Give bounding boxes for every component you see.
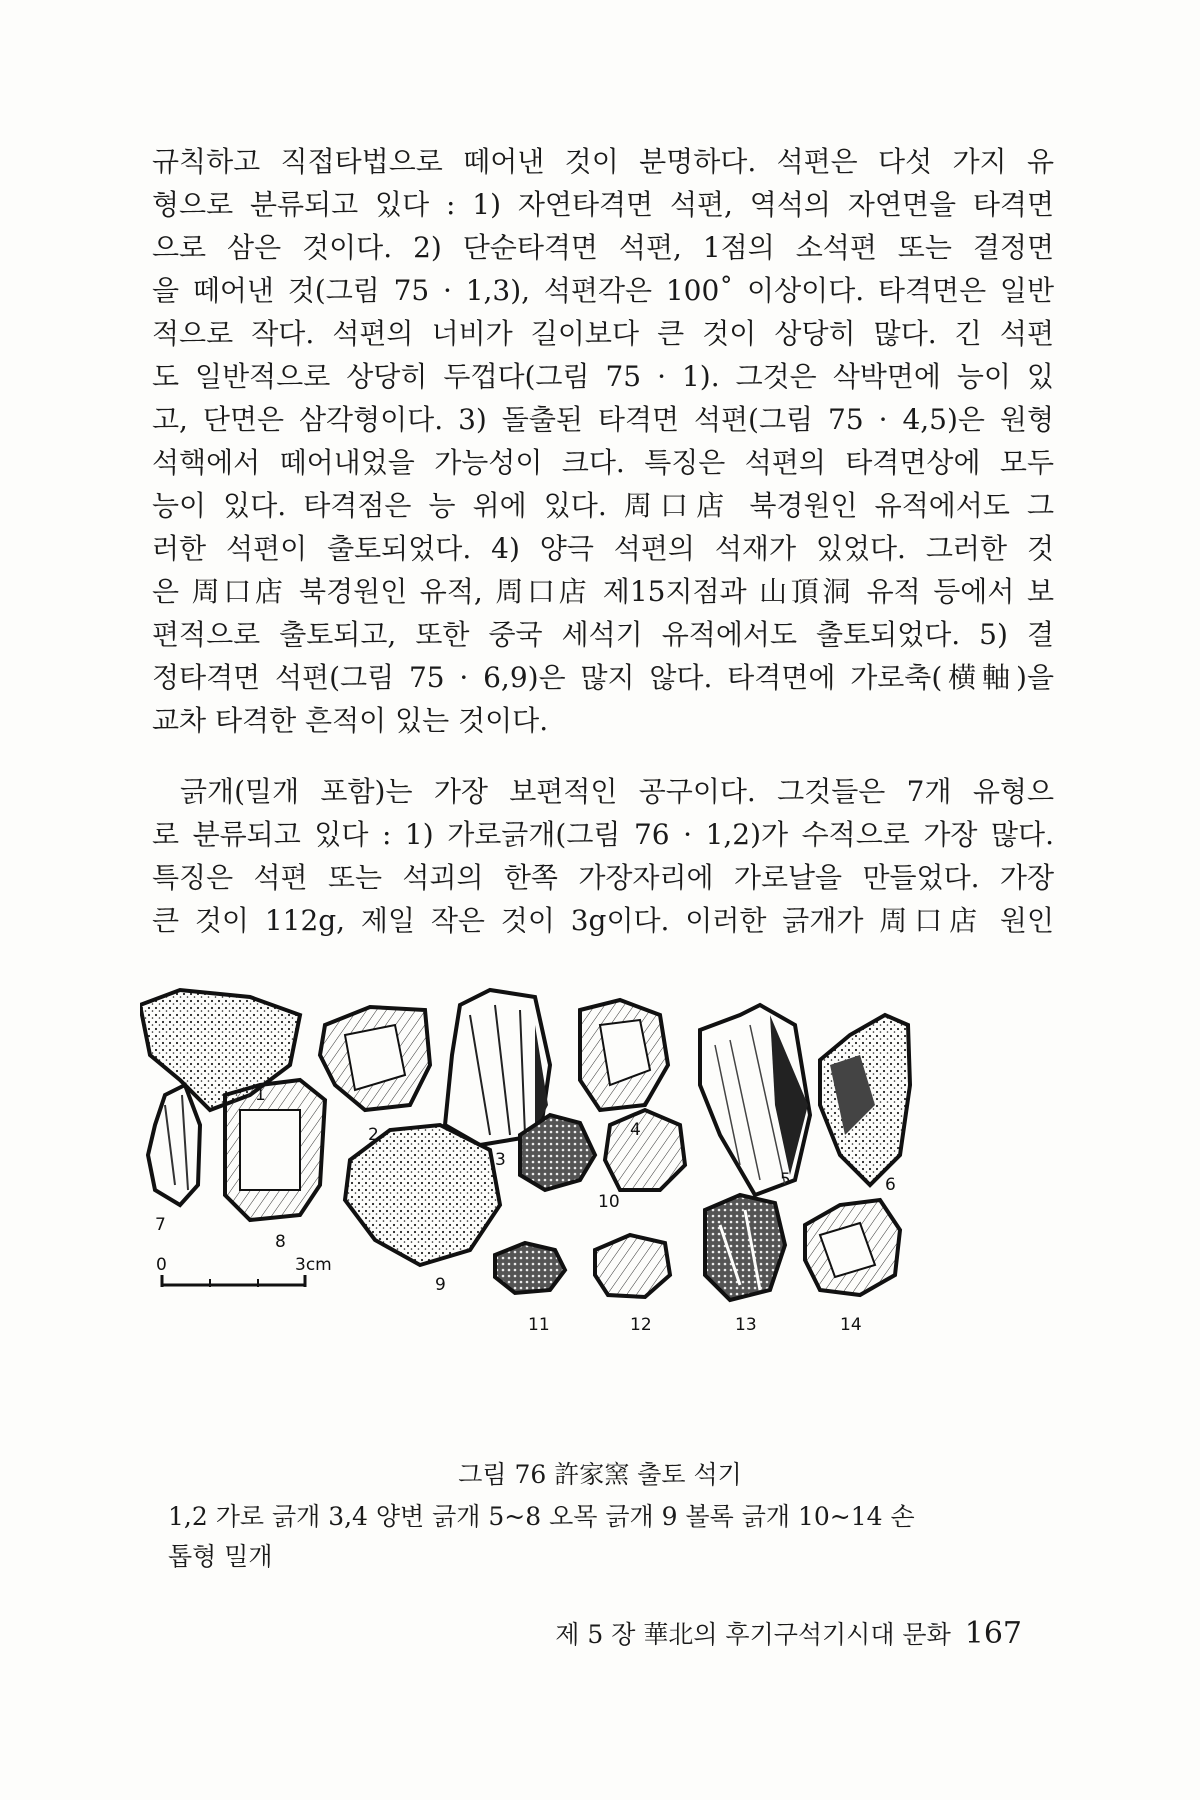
artifact-12 bbox=[595, 1235, 670, 1335]
text-line: 교차 타격한 흔적이 있는 것이다. bbox=[152, 704, 549, 737]
artifact-10 bbox=[520, 1110, 685, 1212]
body-paragraph-2 bbox=[152, 770, 1054, 942]
artifact-13 bbox=[705, 1195, 785, 1335]
figure-label-9: 9 bbox=[435, 1275, 446, 1295]
figure-label-14: 14 bbox=[840, 1315, 862, 1335]
body-paragraph-1 bbox=[152, 140, 1054, 742]
text-line: 을 떼어낸 것(그림 75 · 1,3), 석편각은 100˚ 이상이다. 타격면은 일반 bbox=[152, 274, 1054, 307]
text-line: 석핵에서 떼어내었을 가능성이 크다. 특징은 석편의 타격면상에 모두 bbox=[152, 446, 1054, 479]
artifact-14 bbox=[805, 1200, 900, 1335]
stone-tools-illustration bbox=[140, 985, 1060, 1445]
figure-caption-body bbox=[168, 1497, 1048, 1577]
page-number: 167 bbox=[964, 1616, 1022, 1651]
artifact-11 bbox=[495, 1243, 565, 1335]
text-line: 긁개(밀개 포함)는 가장 보편적인 공구이다. 그것들은 7개 유형으 bbox=[180, 775, 1054, 808]
text-line: 규칙하고 직접타법으로 떼어낸 것이 분명하다. 석편은 다섯 가지 유 bbox=[152, 145, 1054, 178]
text-line: 큰 것이 112g, 제일 작은 것이 3g이다. 이러한 긁개가 周口店 원인 bbox=[152, 904, 1054, 937]
text-line: 고, 단면은 삼각형이다. 3) 돌출된 타격면 석편(그림 75 · 4,5)은 원형 bbox=[152, 403, 1054, 436]
figure-label-13: 13 bbox=[735, 1315, 757, 1335]
caption-line-2: 톱형 밀개 bbox=[168, 1542, 273, 1571]
figure-label-11: 11 bbox=[528, 1315, 550, 1335]
text-line: 정타격면 석편(그림 75 · 6,9)은 많지 않다. 타격면에 가로축(横軸)을 bbox=[152, 661, 1054, 694]
text-line: 형으로 분류되고 있다 : 1) 자연타격면 석편, 역석의 자연면을 타격면 bbox=[152, 188, 1054, 221]
figure-caption-title: 그림 76 許家窯 출토 석기 bbox=[458, 1460, 742, 1489]
text-line: 으로 삼은 것이다. 2) 단순타격면 석편, 1점의 소석편 또는 결정면 bbox=[152, 231, 1054, 264]
text-line: 편적으로 출토되고, 또한 중국 세석기 유적에서도 출토되었다. 5) 결 bbox=[152, 618, 1054, 651]
artifact-8 bbox=[225, 1080, 325, 1252]
chapter-title: 제 5 장 華北의 후기구석기시대 문화 bbox=[555, 1620, 951, 1649]
artifact-2 bbox=[320, 1007, 430, 1145]
text-line: 도 일반적으로 상당히 두껍다(그림 75 · 1). 그것은 삭박면에 능이 있 bbox=[152, 360, 1054, 393]
figure-label-7: 7 bbox=[155, 1215, 166, 1235]
artifact-7 bbox=[148, 1085, 200, 1235]
artifact-9 bbox=[345, 1125, 500, 1295]
scale-zero-label: 0 bbox=[156, 1255, 167, 1275]
text-line: 은 周口店 북경원인 유적, 周口店 제15지점과 山頂洞 유적 등에서 보 bbox=[152, 575, 1054, 608]
figure-label-10: 10 bbox=[598, 1192, 620, 1212]
caption-line-1: 1,2 가로 긁개 3,4 양변 긁개 5~8 오목 긁개 9 볼록 긁개 10~14 손 bbox=[168, 1502, 915, 1531]
figure-label-3: 3 bbox=[495, 1150, 506, 1170]
scale-bar bbox=[156, 1255, 332, 1287]
text-line: 적으로 작다. 석편의 너비가 길이보다 큰 것이 상당히 많다. 긴 석편 bbox=[152, 317, 1054, 350]
artifact-5 bbox=[700, 1005, 810, 1195]
scale-max-label: 3cm bbox=[295, 1255, 332, 1275]
text-line: 특징은 석편 또는 석괴의 한쪽 가장자리에 가로날을 만들었다. 가장 bbox=[152, 861, 1054, 894]
text-line: 능이 있다. 타격점은 능 위에 있다. 周口店 북경원인 유적에서도 그 bbox=[152, 489, 1054, 522]
figure-label-8: 8 bbox=[275, 1232, 286, 1252]
stone-tools-figure bbox=[140, 985, 1060, 1445]
figure-label-5: 5 bbox=[780, 1170, 791, 1190]
text-line: 로 분류되고 있다 : 1) 가로긁개(그림 76 · 1,2)가 수적으로 가장 많다. bbox=[152, 818, 1054, 851]
artifact-6 bbox=[820, 1015, 910, 1195]
text-line: 러한 석편이 출토되었다. 4) 양극 석편의 석재가 있었다. 그러한 것 bbox=[152, 532, 1054, 565]
figure-label-2: 2 bbox=[368, 1125, 379, 1145]
running-footer bbox=[0, 1615, 1022, 1651]
figure-label-12: 12 bbox=[630, 1315, 652, 1335]
figure-label-6: 6 bbox=[885, 1175, 896, 1195]
